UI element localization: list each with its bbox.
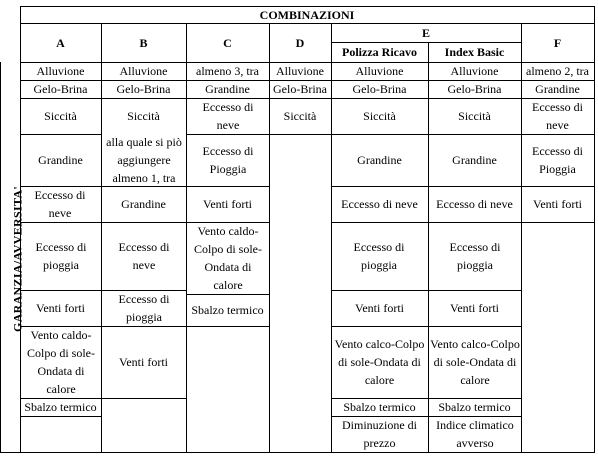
- cell-a-5: Eccesso di neve: [34, 188, 86, 220]
- cell-e1-6: Eccesso di pioggia: [353, 240, 405, 272]
- cell-b-5: Grandine: [121, 197, 166, 211]
- cell-b-2: Gelo-Brina: [116, 82, 171, 96]
- cell-f-3: Eccesso di neve: [532, 100, 583, 132]
- cell-e1-4: Grandine: [357, 153, 402, 167]
- cell-b-7: Eccesso di pioggia: [118, 292, 170, 324]
- col-header-a: A: [56, 35, 65, 50]
- cell-c-1: almeno 3, tra: [196, 64, 259, 78]
- cell-e2-10: Indice climatico avverso: [436, 418, 514, 450]
- cell-b-4: alla quale si piò aggiungere almeno 1, tra: [106, 135, 182, 185]
- cell-c-4: Eccesso di Pioggia: [202, 144, 254, 176]
- cell-f-2: Grandine: [535, 82, 580, 96]
- table-title: COMBINAZIONI: [259, 7, 355, 22]
- cell-e1-7: Venti forti: [355, 301, 404, 315]
- cell-d-1: Alluvione: [276, 64, 324, 78]
- col-header-d: D: [295, 35, 305, 50]
- cell-b-6: Eccesso di neve: [118, 240, 170, 272]
- col-header-b: B: [139, 35, 148, 50]
- cell-e2-6: Eccesso di pioggia: [449, 240, 501, 272]
- cell-c-6: Vento caldo-Colpo di sole-Ondata di calore: [194, 224, 262, 292]
- cell-b-8: Venti forti: [119, 355, 168, 369]
- cell-e2-7: Venti forti: [450, 301, 499, 315]
- cell-e1-3: Siccità: [363, 109, 396, 123]
- cell-c-3: Eccesso di neve: [202, 100, 254, 132]
- cell-e2-1: Alluvione: [450, 64, 499, 78]
- cell-e2-3: Siccità: [458, 109, 491, 123]
- cell-e1-8: Vento calco-Colpo di sole-Ondata di calore: [334, 337, 425, 387]
- col-header-e-polizza-ricavo: Polizza Ricavo: [342, 45, 417, 59]
- cell-c-2: Grandine: [205, 82, 250, 96]
- cell-e1-1: Alluvione: [355, 64, 404, 78]
- cell-e1-9: Sbalzo termico: [343, 400, 416, 414]
- cell-b-1: Alluvione: [119, 64, 168, 78]
- cell-a-9: Sbalzo termico: [24, 400, 97, 414]
- cell-a-2: Gelo-Brina: [33, 82, 88, 96]
- cell-e1-2: Gelo-Brina: [352, 82, 407, 96]
- cell-a-7: Venti forti: [36, 301, 85, 315]
- cell-e2-9: Sbalzo termico: [438, 400, 511, 414]
- cell-d-3: Siccità: [283, 109, 317, 123]
- col-header-e: E: [421, 25, 430, 40]
- col-header-e-index-basic: Index Basic: [444, 45, 505, 59]
- cell-c-5: Venti forti: [203, 197, 252, 211]
- col-header-c: C: [223, 35, 232, 50]
- col-header-f: F: [553, 35, 562, 50]
- cell-a-3: Siccità: [44, 109, 77, 123]
- cell-a-8: Vento caldo-Colpo di sole-Ondata di calore: [27, 328, 95, 396]
- cell-a-1: Alluvione: [36, 64, 85, 78]
- cell-f-5: Venti forti: [533, 197, 582, 211]
- cell-e2-8: Vento calco-Colpo di sole-Ondata di calore: [430, 337, 520, 387]
- cell-e1-5: Eccesso di neve: [341, 197, 418, 211]
- cell-f-4: Eccesso di Pioggia: [532, 144, 583, 176]
- cell-e1-10: Diminuzione di prezzo: [342, 418, 417, 450]
- cell-e2-2: Gelo-Brina: [447, 82, 502, 96]
- cell-e2-5: Eccesso di neve: [436, 197, 513, 211]
- cell-a-4: Grandine: [38, 153, 83, 167]
- row-header-garanzia-avversita: GARANZIA/AVVERSITA': [10, 186, 25, 332]
- cell-f-1: almeno 2, tra: [526, 64, 589, 78]
- cell-e2-4: Grandine: [452, 153, 497, 167]
- cell-a-6: Eccesso di pioggia: [35, 240, 87, 272]
- cell-c-7: Sbalzo termico: [191, 303, 264, 317]
- cell-b-3: Siccità: [127, 109, 160, 123]
- cell-d-2: Gelo-Brina: [273, 82, 327, 96]
